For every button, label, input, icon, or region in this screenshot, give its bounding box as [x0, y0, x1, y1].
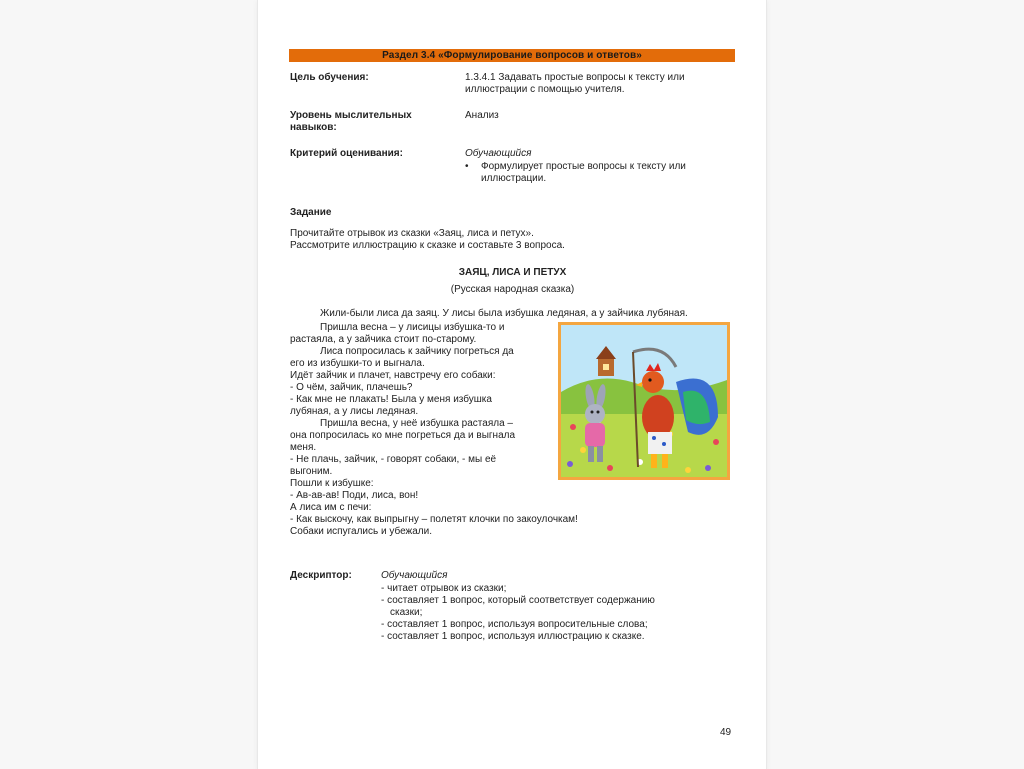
criterion-label: Критерий оценивания: [290, 148, 403, 159]
task-line: Прочитайте отрывок из сказки «Заяц, лиса и петух». [290, 228, 534, 239]
story-line: - Не плачь, зайчик, - говорят собаки, - мы её [290, 454, 497, 465]
story-first-line: Жили-были лиса да заяц. У лисы была избушка ледяная, а у зайчика лубяная. [320, 308, 688, 319]
story-line: лубяная, а у лисы ледяная. [290, 406, 419, 417]
goal-line: иллюстрации с помощью учителя. [465, 84, 625, 95]
thinking-label-line: навыков: [290, 122, 337, 133]
story-line: Пошли к избушке: [290, 478, 374, 489]
thinking-label-line: Уровень мыслительных [290, 110, 412, 121]
story-line: - Как выскочу, как выпрыгну – полетят клочки по закоулочкам! [290, 514, 578, 525]
story-line: меня. [290, 442, 317, 453]
descriptor-list [381, 583, 741, 643]
goal-value [465, 72, 735, 96]
story-body-full [290, 514, 735, 538]
bullet-marker: • [465, 161, 469, 172]
story-line: А лиса им с печи: [290, 502, 372, 513]
section-header: Раздел 3.4 «Формулирование вопросов и ответов» [289, 49, 735, 62]
criterion-bullet-text [481, 161, 686, 185]
story-line: - Как мне не плакать! Была у меня избушка [290, 394, 492, 405]
story-line: Пришла весна, у неё избушка растаяла – [320, 418, 513, 429]
descriptor-item: - составляет 1 вопрос, который соответствует содержанию [381, 595, 655, 606]
task-line: Рассмотрите иллюстрацию к сказке и составьте 3 вопроса. [290, 240, 565, 251]
story-line: - Ав-ав-ав! Поди, лиса, вон! [290, 490, 419, 501]
page-number: 49 [720, 727, 732, 738]
task-text [290, 228, 735, 252]
story-line: растаяла, а у зайчика стоит по-старому. [290, 334, 477, 345]
story-title: ЗАЯЦ, ЛИСА И ПЕТУХ [458, 267, 567, 278]
descriptor-item: - читает отрывок из сказки; [381, 583, 507, 594]
illustration-svg [558, 322, 730, 480]
story-subtitle: (Русская народная сказка) [450, 284, 575, 295]
story-body-wrapped [290, 322, 548, 514]
story-line: его из избушки-то и выгнала. [290, 358, 425, 369]
story-line: - О чём, зайчик, плачешь? [290, 382, 413, 393]
thinking-label [290, 110, 412, 134]
descriptor-item: - составляет 1 вопрос, используя вопросительные слова; [381, 619, 648, 630]
descriptor-item: сказки; [390, 607, 423, 618]
criterion-subject: Обучающийся [465, 148, 532, 159]
descriptor-subject: Обучающийся [381, 570, 448, 581]
story-line: Идёт зайчик и плачет, навстречу его собаки: [290, 370, 496, 381]
descriptor-label: Дескриптор: [290, 570, 352, 581]
task-heading: Задание [290, 207, 332, 218]
criterion-bullet-item [465, 161, 735, 185]
story-line: Собаки испугались и убежали. [290, 526, 432, 537]
story-line: она попросилась ко мне погреться да и выгнала [290, 430, 516, 441]
story-line: Лиса попросилась к зайчику погреться да [320, 346, 514, 357]
goal-label: Цель обучения: [290, 72, 369, 83]
descriptor-item: - составляет 1 вопрос, используя иллюстрацию к сказке. [381, 631, 645, 642]
story-line: выгоним. [290, 466, 333, 477]
fairy-tale-illustration [558, 322, 730, 480]
story-line: Пришла весна – у лисицы избушка-то и [320, 322, 505, 333]
goal-line: 1.3.4.1 Задавать простые вопросы к тексту или [465, 72, 685, 83]
criterion-line: Формулирует простые вопросы к тексту или [481, 161, 686, 172]
thinking-value: Анализ [465, 110, 499, 121]
criterion-line: иллюстрации. [481, 173, 547, 184]
